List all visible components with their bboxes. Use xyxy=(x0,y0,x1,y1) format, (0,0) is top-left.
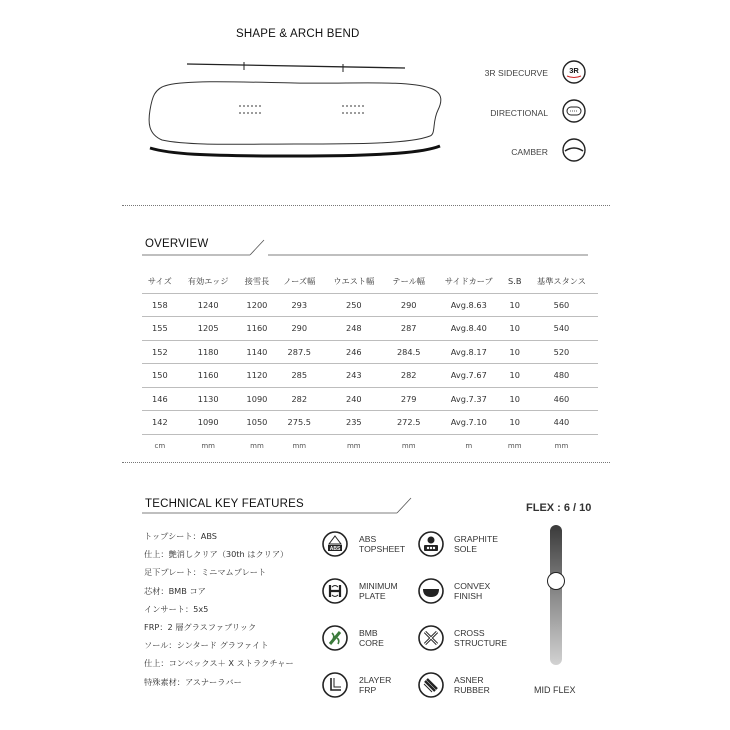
unit-cell: mm xyxy=(507,441,522,450)
cell-size: 152 xyxy=(152,346,168,357)
cell-sidecut: Avg.7.67 xyxy=(450,370,487,381)
unit-cell: mm xyxy=(201,441,215,450)
spec-item: 芯材：BMB コア xyxy=(144,585,206,596)
convex-finish-icon xyxy=(418,578,444,604)
cell-contact: 1200 xyxy=(246,299,268,310)
cell-sb: 10 xyxy=(509,393,520,404)
cell-waist: 243 xyxy=(345,370,362,381)
feature-line2: RUBBER xyxy=(454,684,490,695)
directional-label: DIRECTIONAL xyxy=(490,108,548,118)
flex-title: FLEX : 6 / 10 xyxy=(526,502,592,514)
convex-finish-label xyxy=(454,582,490,601)
cell-sb: 10 xyxy=(509,417,520,428)
graphite-sole-icon xyxy=(418,531,444,557)
cell-contact: 1160 xyxy=(246,323,268,334)
unit-cell: m xyxy=(465,441,473,450)
cell-nose: 293 xyxy=(291,299,308,310)
cell-contact: 1050 xyxy=(246,417,268,428)
feature-line1: GRAPHITE xyxy=(454,534,498,544)
cell-stance: 440 xyxy=(553,417,570,428)
cell-edge: 1240 xyxy=(197,299,219,310)
minimum-plate-icon xyxy=(322,578,348,604)
unit-cell: cm xyxy=(154,441,166,450)
directional-icon xyxy=(562,99,586,123)
spec-item: インサート：5x5 xyxy=(144,603,209,614)
col-header: ノーズ幅 xyxy=(283,275,316,286)
cell-waist: 250 xyxy=(345,299,362,310)
asner-rubber-label xyxy=(454,676,490,695)
tech-title-rule xyxy=(142,496,412,516)
unit-cell: mm xyxy=(250,441,264,450)
cell-sidecut: Avg.8.63 xyxy=(450,299,487,310)
cell-edge: 1160 xyxy=(197,370,219,381)
table-row xyxy=(142,411,598,435)
col-header: テール幅 xyxy=(392,275,425,286)
table-row xyxy=(142,387,598,411)
spec-item: ソール：シンタード グラファイト xyxy=(144,640,269,651)
cell-sb: 10 xyxy=(509,299,520,310)
units-row xyxy=(142,434,598,457)
section-divider xyxy=(122,205,610,206)
feature-line1: CONVEX xyxy=(454,581,491,591)
table-row xyxy=(142,317,598,341)
spec-item: 足下プレート：ミニマムプレート xyxy=(144,567,267,578)
abs-badge-text: ABS xyxy=(329,546,341,552)
cell-nose: 275.5 xyxy=(287,417,311,428)
minimum-plate-label xyxy=(359,582,398,601)
cell-sb: 10 xyxy=(509,323,520,334)
feature-line1: ABS xyxy=(359,534,377,544)
cell-waist: 240 xyxy=(345,393,362,404)
cell-tail: 272.5 xyxy=(396,417,421,428)
cell-waist: 246 xyxy=(345,346,362,357)
spec-item: FRP：2 層グラスファブリック xyxy=(144,621,257,632)
graphite-sole-label xyxy=(454,535,498,554)
spec-item: 仕上：艶消しクリア（30th はクリア） xyxy=(144,549,289,560)
cell-sidecut: Avg.7.10 xyxy=(450,417,487,428)
table-header-row xyxy=(142,270,598,293)
cell-size: 142 xyxy=(152,417,168,428)
shape-title: SHAPE & ARCH BEND xyxy=(236,28,360,40)
feature-line2: PLATE xyxy=(359,590,386,601)
cell-size: 150 xyxy=(152,370,168,381)
feature-line1: MINIMUM xyxy=(359,581,398,591)
feature-line2: SOLE xyxy=(454,543,477,554)
section-divider xyxy=(122,462,610,463)
bmb-core-label xyxy=(359,629,384,648)
cell-size: 155 xyxy=(152,323,168,334)
table-row xyxy=(142,340,598,364)
table-row xyxy=(142,364,598,388)
cell-waist: 235 xyxy=(345,417,362,428)
unit-cell: mm xyxy=(401,441,416,450)
feature-line1: 2LAYER xyxy=(359,675,392,685)
cell-nose: 285 xyxy=(291,370,308,381)
cell-size: 158 xyxy=(152,299,168,310)
cell-tail: 284.5 xyxy=(396,346,421,357)
feature-line1: ASNER xyxy=(454,675,484,685)
bmb-core-icon xyxy=(322,625,348,651)
3r-badge-text: 3R xyxy=(569,66,579,75)
cell-sidecut: Avg.8.40 xyxy=(450,323,487,334)
feature-line2: CORE xyxy=(359,637,384,648)
camber-icon xyxy=(562,138,586,162)
cell-stance: 540 xyxy=(553,323,570,334)
cell-sidecut: Avg.7.37 xyxy=(450,393,487,404)
col-header: サイズ xyxy=(147,275,172,286)
unit-cell: mm xyxy=(346,441,361,450)
flex-indicator xyxy=(547,572,565,590)
flex-bar xyxy=(550,525,562,665)
col-header: 接雪長 xyxy=(244,275,270,286)
2layer-frp-icon xyxy=(322,672,348,698)
cell-stance: 520 xyxy=(553,346,570,357)
overview-title-rule xyxy=(142,238,588,258)
cell-waist: 248 xyxy=(345,323,362,334)
abs-topsheet-icon xyxy=(322,531,348,557)
col-header: S.B xyxy=(508,276,522,287)
feature-line2: TOPSHEET xyxy=(359,543,406,554)
spec-list xyxy=(144,531,294,695)
asner-rubber-icon xyxy=(418,672,444,698)
cross-structure-label xyxy=(454,629,507,648)
feature-line2: FRP xyxy=(359,684,377,695)
flex-label: MID FLEX xyxy=(534,685,576,695)
feature-line1: BMB xyxy=(359,628,378,638)
cell-edge: 1090 xyxy=(197,417,219,428)
cell-sb: 10 xyxy=(509,346,520,357)
tech-title: TECHNICAL KEY FEATURES xyxy=(145,498,304,510)
cross-structure-icon xyxy=(418,625,444,651)
cell-stance: 480 xyxy=(553,370,570,381)
col-header: 基準スタンス xyxy=(537,275,586,286)
cell-tail: 287 xyxy=(400,323,417,334)
cell-sb: 10 xyxy=(509,370,520,381)
2layer-frp-label xyxy=(359,676,391,695)
cell-size: 146 xyxy=(152,393,168,404)
cell-contact: 1090 xyxy=(246,393,268,404)
col-header: サイドカーブ xyxy=(444,275,493,286)
board-shape-diagram xyxy=(140,58,450,166)
spec-table xyxy=(142,270,598,457)
camber-label: CAMBER xyxy=(511,147,548,157)
3r-sidecurve-label: 3R SIDECURVE xyxy=(484,68,548,78)
3r-sidecurve-icon xyxy=(562,60,586,84)
cell-nose: 282 xyxy=(291,393,308,404)
cell-edge: 1205 xyxy=(197,323,219,334)
unit-cell: mm xyxy=(554,441,569,450)
cell-tail: 279 xyxy=(400,393,417,404)
feature-line1: CROSS xyxy=(454,628,485,638)
cell-nose: 287.5 xyxy=(287,346,311,357)
spec-item: トップシート：ABS xyxy=(144,531,218,541)
cell-tail: 282 xyxy=(400,370,417,381)
cell-nose: 290 xyxy=(291,323,308,334)
feature-line2: STRUCTURE xyxy=(454,637,507,648)
spec-item: 仕上：コンベックス＋ X ストラクチャー xyxy=(144,658,294,669)
feature-line2: FINISH xyxy=(454,590,483,601)
cell-contact: 1140 xyxy=(246,346,268,357)
table-row xyxy=(142,293,598,317)
cell-contact: 1120 xyxy=(246,370,268,381)
unit-cell: mm xyxy=(292,441,307,450)
col-header: ウエスト幅 xyxy=(333,275,375,286)
cell-sidecut: Avg.8.17 xyxy=(450,346,487,357)
cell-edge: 1130 xyxy=(197,393,219,404)
col-header: 有効エッジ xyxy=(187,275,229,286)
cell-stance: 560 xyxy=(553,299,570,310)
spec-item: 特殊素材：アスナーラバー xyxy=(144,676,242,687)
overview-title: OVERVIEW xyxy=(145,238,209,250)
cell-edge: 1180 xyxy=(197,346,219,357)
cell-stance: 460 xyxy=(553,393,570,404)
cell-tail: 290 xyxy=(400,299,417,310)
abs-topsheet-label xyxy=(359,535,405,554)
